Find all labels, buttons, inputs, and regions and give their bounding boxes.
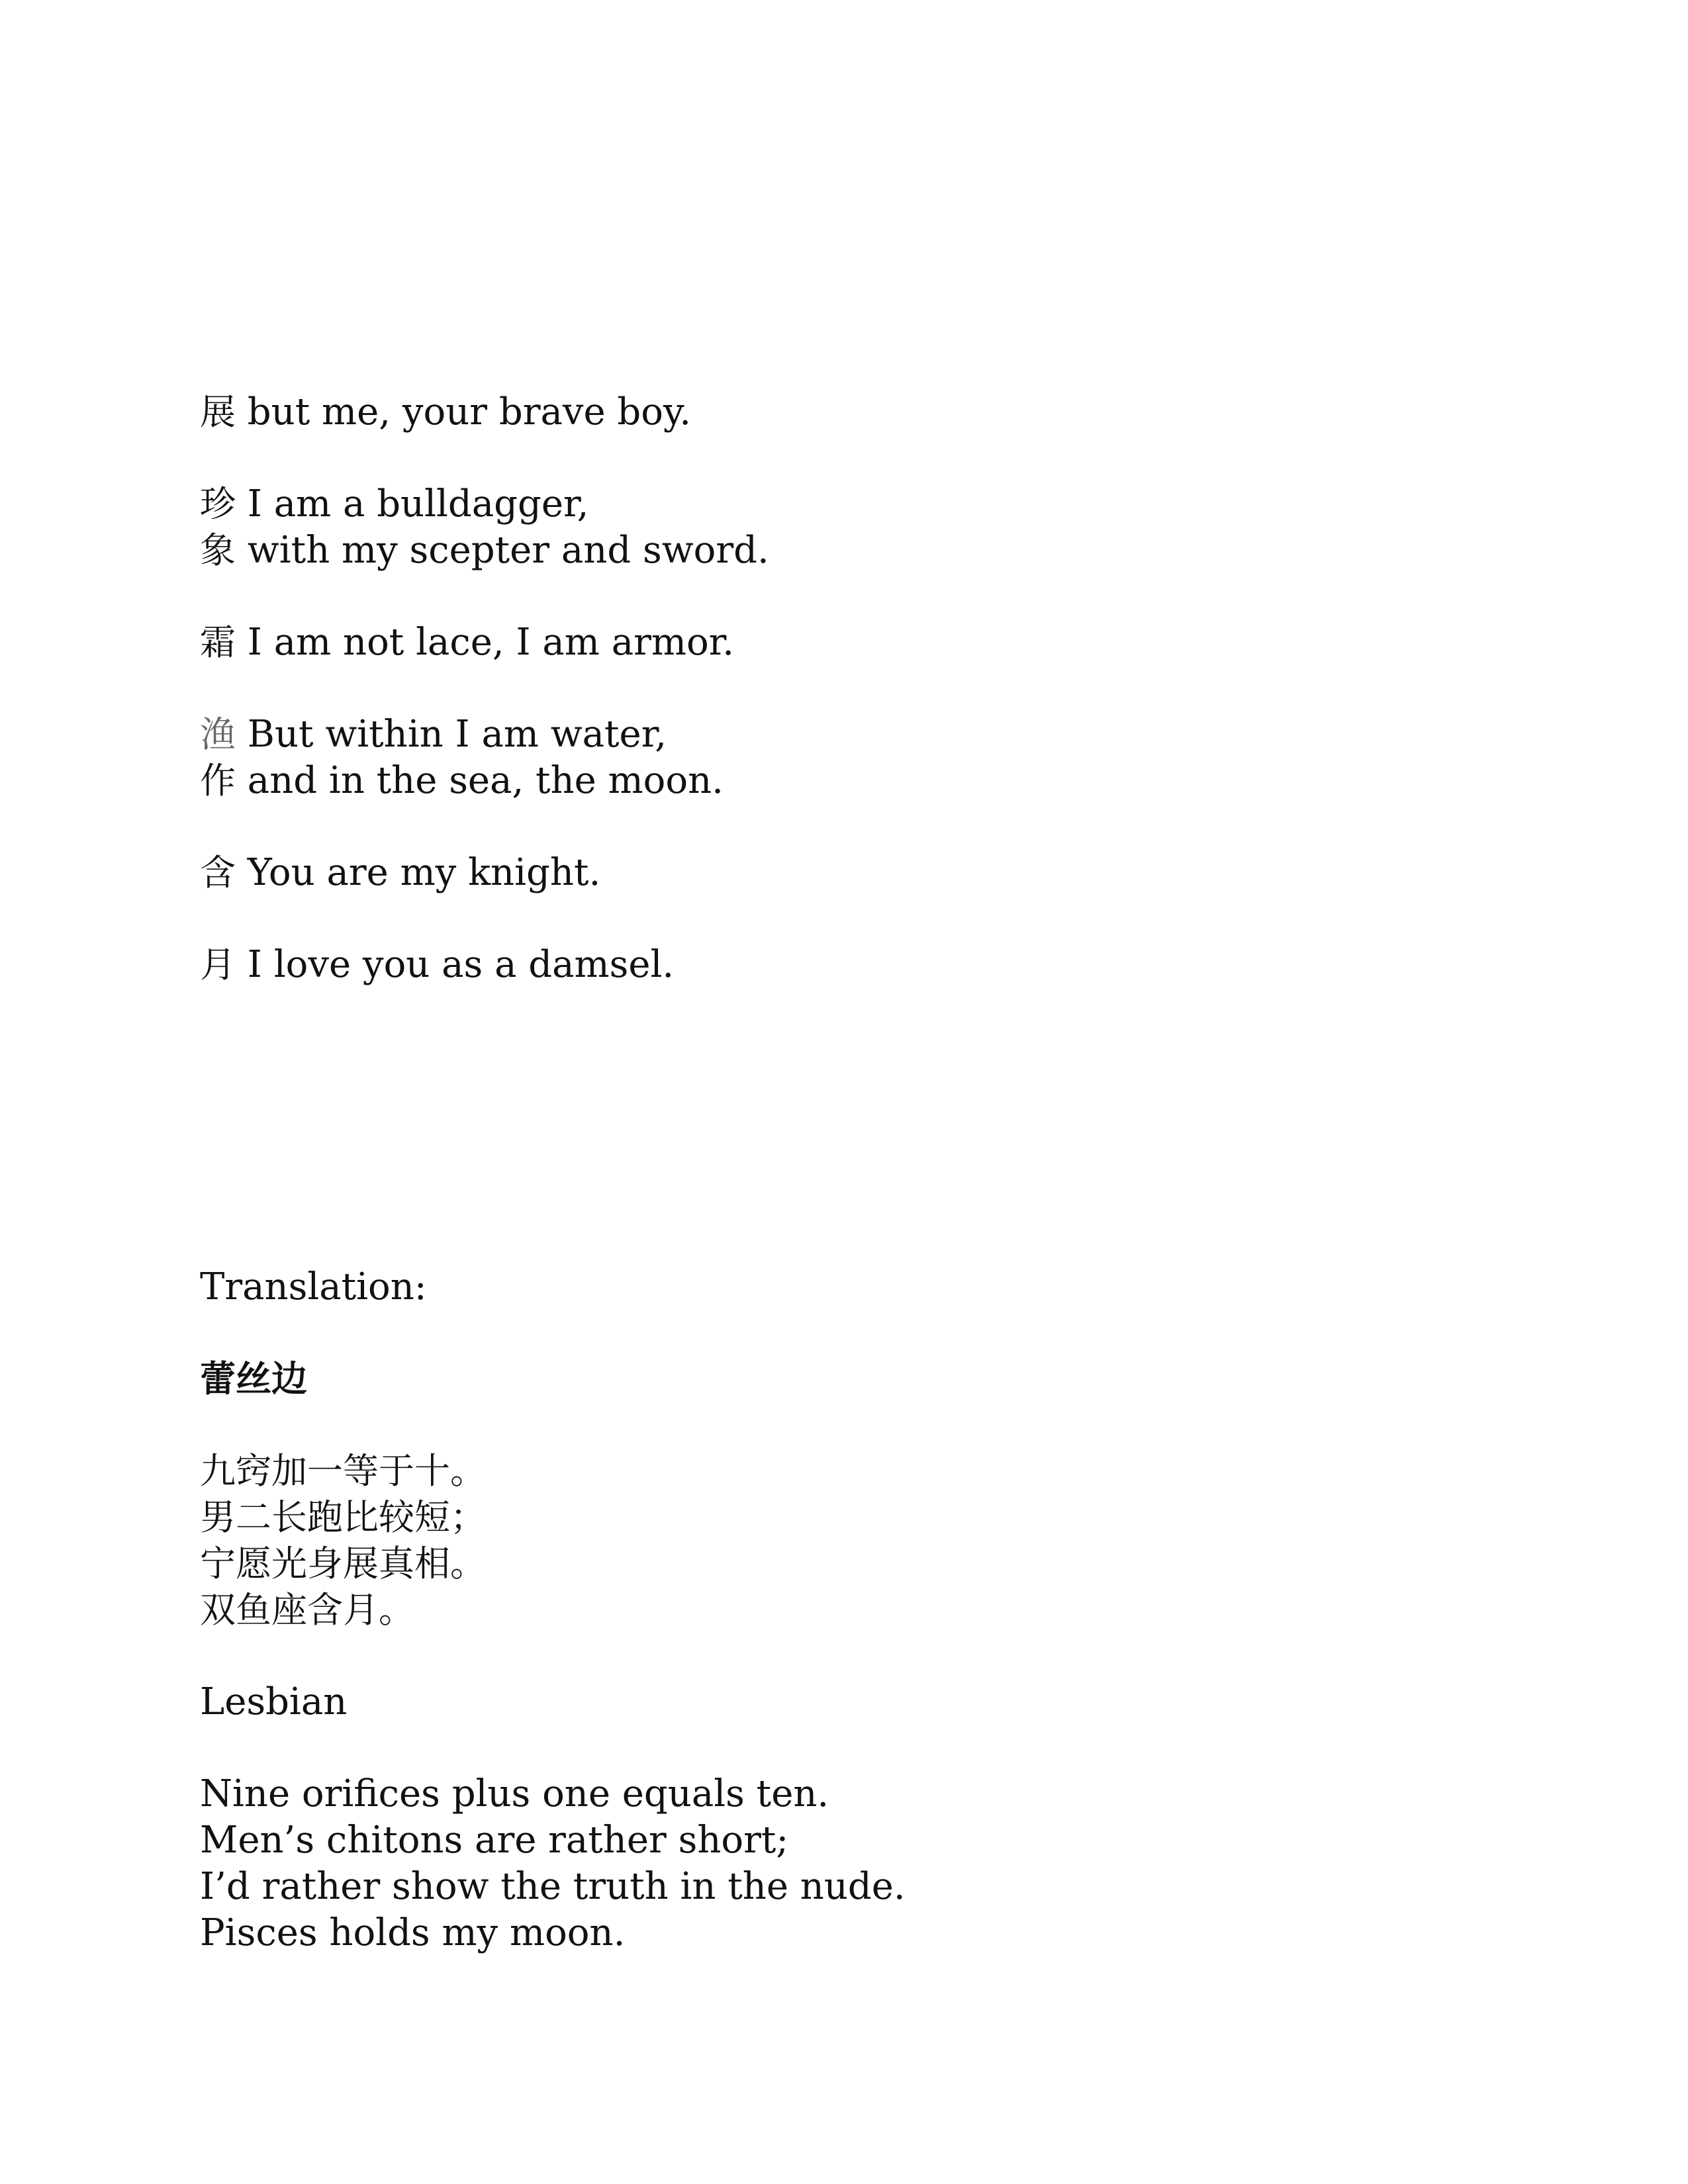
poem-glyph: 展 (200, 391, 236, 433)
poem-text: But within I am water, (236, 713, 667, 756)
poem-line (200, 942, 674, 988)
chinese-title: 蕾丝边 (200, 1358, 307, 1400)
poem-glyph: 含 (200, 852, 236, 893)
poem-glyph: 象 (200, 529, 236, 571)
poem-glyph: 珍 (200, 483, 236, 525)
poem-text: I love you as a damsel. (236, 943, 675, 986)
poem-line (200, 758, 724, 804)
chinese-line: 宁愿光身展真相。 (200, 1543, 486, 1584)
english-line: Men’s chitons are rather short; (200, 1819, 789, 1862)
chinese-line: 双鱼座含月。 (200, 1589, 414, 1631)
poem-text: with my scepter and sword. (236, 529, 769, 572)
poem-line (200, 389, 691, 435)
poem-line (200, 481, 588, 527)
poem-glyph: 作 (200, 760, 236, 801)
poem-text: I am a bulldagger, (236, 482, 589, 525)
translation-heading: Translation: (200, 1265, 427, 1308)
chinese-line: 九窍加一等于十。 (200, 1450, 486, 1492)
poem-line (200, 619, 734, 666)
poem-text: I am not lace, I am armor. (236, 621, 735, 664)
poem-text: but me, your brave boy. (236, 390, 691, 433)
poem-glyph: 渔 (200, 713, 236, 755)
english-title: Lesbian (200, 1680, 348, 1723)
poem-line (200, 850, 600, 896)
english-line: Pisces holds my moon. (200, 1911, 626, 1954)
poem-text: and in the sea, the moon. (236, 759, 724, 802)
poem-line (200, 711, 667, 758)
poem-text: You are my knight. (236, 851, 601, 894)
poem-line (200, 527, 769, 574)
poem-glyph: 霜 (200, 621, 236, 663)
english-line: I’d rather show the truth in the nude. (200, 1865, 906, 1908)
english-line: Nine orifices plus one equals ten. (200, 1772, 829, 1815)
chinese-line: 男二长跑比较短； (200, 1496, 486, 1538)
poem-glyph: 月 (200, 944, 236, 985)
